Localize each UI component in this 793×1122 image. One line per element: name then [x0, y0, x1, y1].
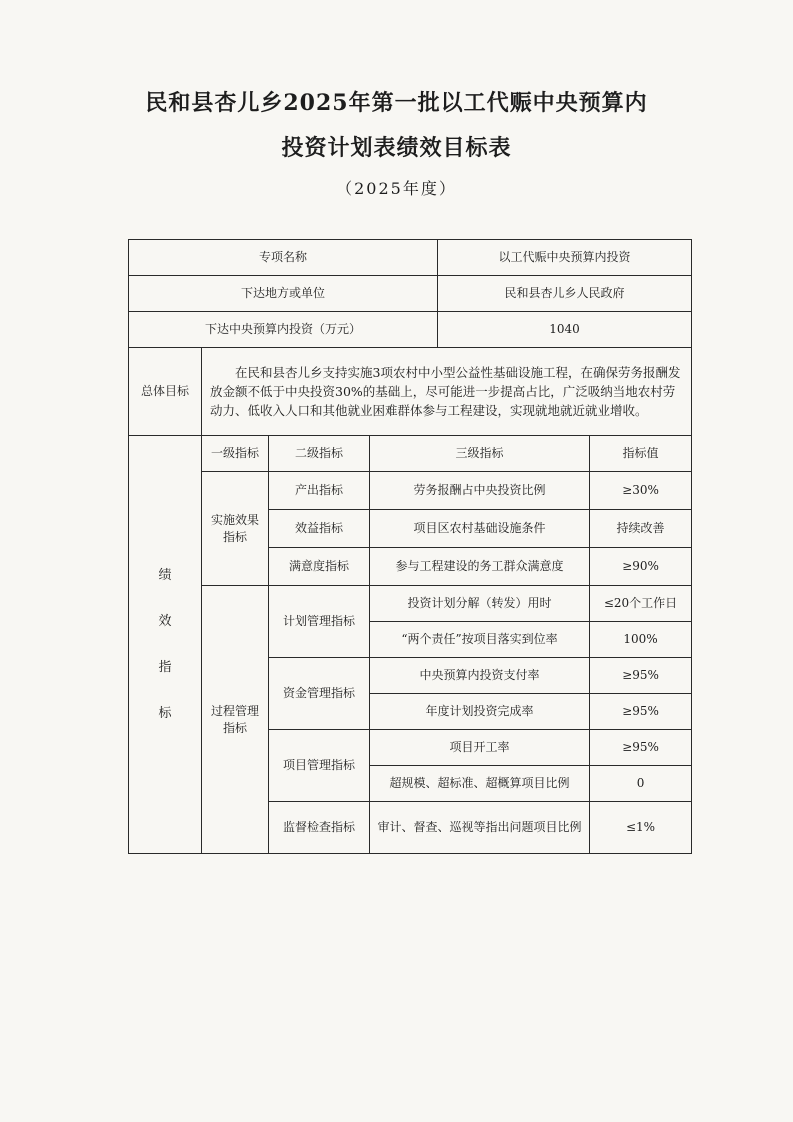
level2-cell: 满意度指标: [269, 548, 370, 586]
value-cell: 0: [590, 766, 692, 802]
header-level3: 三级指标: [370, 436, 590, 472]
investment-amount-label: 下达中央预算内投资（万元）: [129, 312, 438, 348]
document-title-line1: 民和县杏儿乡2025年第一批以工代赈中央预算内: [145, 90, 648, 116]
overall-goal-text: 在民和县杏儿乡支持实施3项农村中小型公益性基础设施工程，在确保劳务报酬发放金额不低于中央投资30%的基础上，尽可能进一步提高占比，广泛吸纳当地农村劳动力、低收入人口和其他就业困难群体参与工程建设，实现就地就近就业增收。: [202, 348, 692, 436]
investment-amount-value: 1040: [438, 312, 692, 348]
value-cell: ≥90%: [590, 548, 692, 586]
overall-goal-label: 总体目标: [129, 348, 202, 436]
level1-cell: 过程管理指标: [202, 586, 269, 854]
level1-cell: 实施效果指标: [202, 472, 269, 586]
level2-cell: 效益指标: [269, 510, 370, 548]
issuing-unit-label: 下达地方或单位: [129, 276, 438, 312]
level3-cell: 劳务报酬占中央投资比例: [370, 472, 590, 510]
header-level2: 二级指标: [269, 436, 370, 472]
table-row: [129, 348, 692, 436]
level2-cell: 监督检查指标: [269, 802, 370, 854]
level3-cell: “两个责任”按项目落实到位率: [370, 622, 590, 658]
performance-indicators-label: 绩 效 指 标: [129, 436, 202, 854]
level2-cell: 产出指标: [269, 472, 370, 510]
project-name-value: 以工代赈中央预算内投资: [438, 240, 692, 276]
table-row: [129, 312, 692, 348]
level2-cell: 项目管理指标: [269, 730, 370, 802]
level3-cell: 中央预算内投资支付率: [370, 658, 590, 694]
header-value: 指标值: [590, 436, 692, 472]
level2-cell: 计划管理指标: [269, 586, 370, 658]
issuing-unit-value: 民和县杏儿乡人民政府: [438, 276, 692, 312]
level3-cell: 参与工程建设的务工群众满意度: [370, 548, 590, 586]
table-row: [129, 240, 692, 276]
value-cell: 持续改善: [590, 510, 692, 548]
level3-cell: 年度计划投资完成率: [370, 694, 590, 730]
table-row: [129, 472, 692, 510]
value-cell: ≥95%: [590, 730, 692, 766]
table-row: [129, 586, 692, 622]
value-cell: ≤1%: [590, 802, 692, 854]
table-row: [129, 276, 692, 312]
value-cell: 100%: [590, 622, 692, 658]
header-level1: 一级指标: [202, 436, 269, 472]
value-cell: ≤20个工作日: [590, 586, 692, 622]
value-cell: ≥95%: [590, 694, 692, 730]
performance-table: [128, 239, 692, 854]
project-name-label: 专项名称: [129, 240, 438, 276]
value-cell: ≥95%: [590, 658, 692, 694]
document-year: （2025年度）: [336, 179, 457, 198]
level3-cell: 项目开工率: [370, 730, 590, 766]
level2-cell: 资金管理指标: [269, 658, 370, 730]
level3-cell: 超规模、超标准、超概算项目比例: [370, 766, 590, 802]
level3-cell: 项目区农村基础设施条件: [370, 510, 590, 548]
value-cell: ≥30%: [590, 472, 692, 510]
table-row: [129, 436, 692, 472]
level3-cell: 投资计划分解（转发）用时: [370, 586, 590, 622]
level3-cell: 审计、督查、巡视等指出问题项目比例: [370, 802, 590, 854]
document-title-line2: 投资计划表绩效目标表: [281, 135, 512, 161]
